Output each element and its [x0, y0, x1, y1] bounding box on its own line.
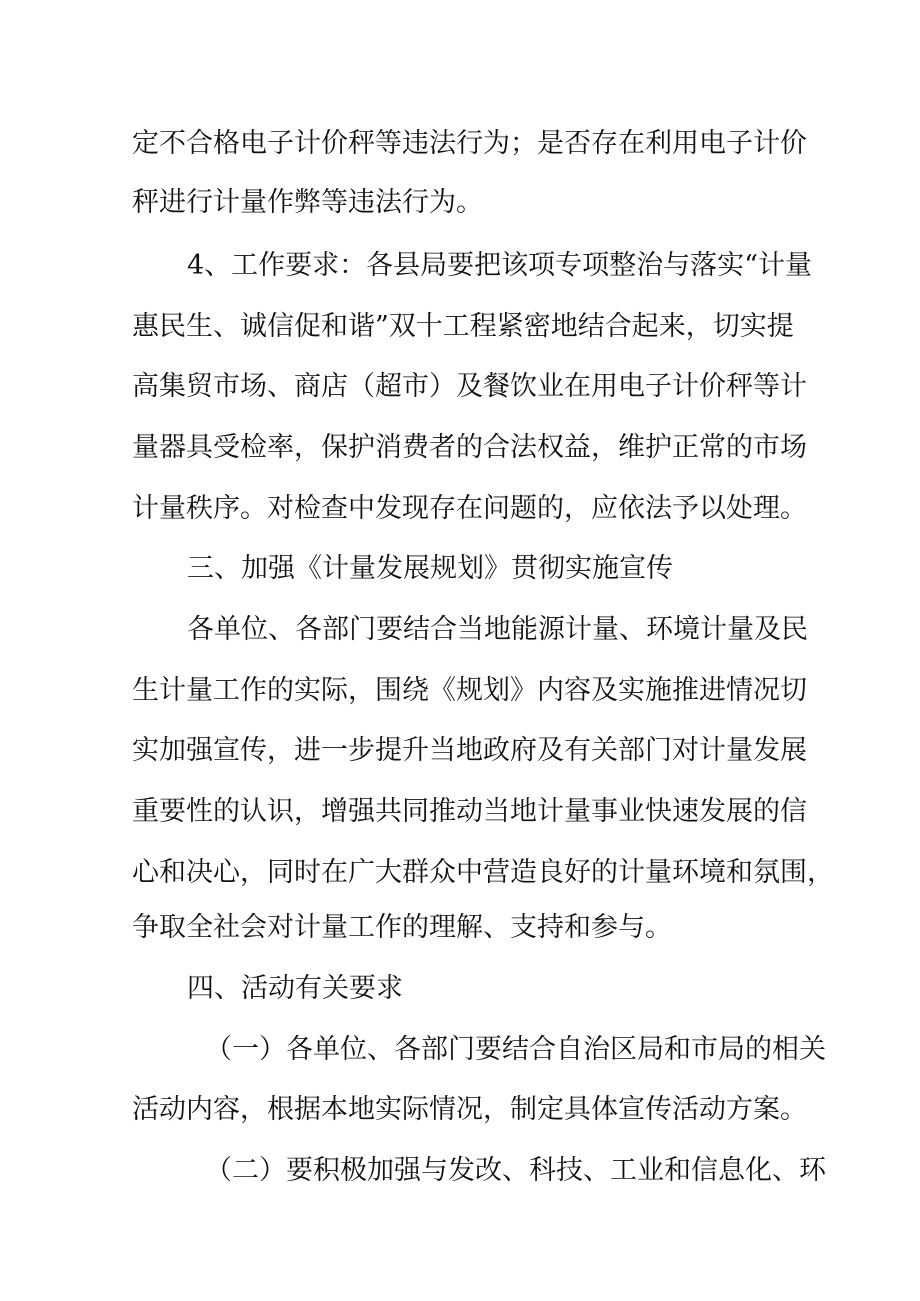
paragraph-line: 争取全社会对计量工作的理解、支持和参与。	[132, 912, 672, 943]
paragraph-line: （二）要积极加强与发改、科技、工业和信息化、环	[205, 1155, 826, 1186]
paragraph-line: 高集贸市场、商店（超市）及餐饮业在用电子计价秤等计	[132, 371, 807, 402]
paragraph-line: （一）各单位、各部门要结合自治区局和市局的相关	[205, 1034, 826, 1065]
paragraph-line: 计量秩序。对检查中发现存在问题的，应依法予以处理。	[132, 493, 807, 524]
paragraph-line: 各单位、各部门要结合当地能源计量、环境计量及民	[187, 614, 808, 645]
paragraph-line: 重要性的认识，增强共同推动当地计量事业快速发展的信	[132, 796, 807, 827]
paragraph-line: 活动内容，根据本地实际情况，制定具体宣传活动方案。	[132, 1094, 807, 1125]
paragraph-line: 惠民生、诚信促和谐”双十工程紧密地结合起来，切实提	[132, 311, 794, 342]
paragraph-line: 实加强宣传，进一步提升当地政府及有关部门对计量发展	[132, 735, 807, 766]
paragraph-line: 生计量工作的实际，围绕《规划》内容及实施推进情况切	[132, 675, 807, 706]
paragraph-line: 秤进行计量作弊等违法行为。	[132, 187, 483, 218]
paragraph-line: 定不合格电子计价秤等违法行为；是否存在利用电子计价	[132, 128, 807, 159]
section-heading: 三、加强《计量发展规划》贯彻实施宣传	[187, 553, 673, 584]
paragraph-line: 量器具受检率，保护消费者的合法权益，维护正常的市场	[132, 432, 807, 463]
paragraph-line: 心和决心，同时在广大群众中营造良好的计量环境和氛围，	[132, 857, 834, 888]
section-heading: 四、活动有关要求	[187, 973, 403, 1004]
paragraph-line: 4、工作要求：各县局要把该项专项整治与落实“计量	[187, 250, 812, 281]
